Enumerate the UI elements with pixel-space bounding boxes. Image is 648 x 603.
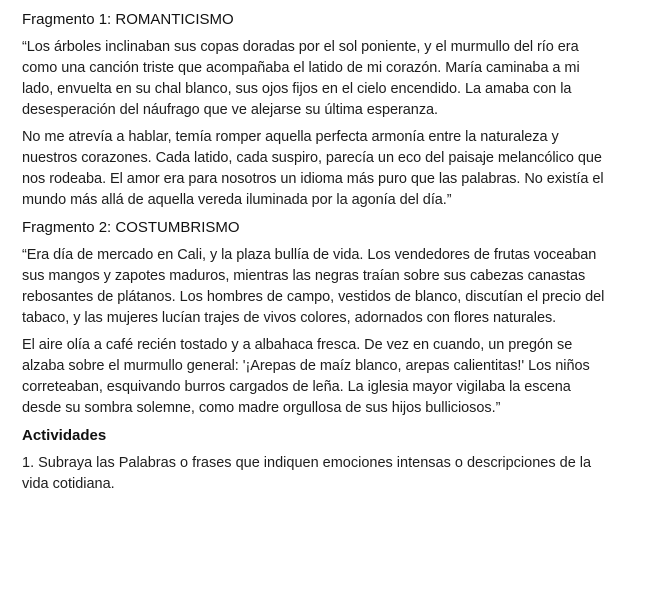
activity-item-1: 1. Subraya las Palabras o frases que indiquen emociones intensas o descripciones de la vida cotidiana.	[22, 455, 592, 492]
fragment-2-paragraph-2: El aire olía a café recién tostado y a albahaca fresca. De vez en cuando, un pregón se alzaba sobre el murmullo general: '¡Arepas de maíz blanco, arepas calientitas!' Los niños correteaban, esquivando burros cargados de leña. La iglesia mayor vigilaba la escena desde su sombra solemne, como madre orgullosa de sus hijos bulliciosos.”	[22, 337, 590, 416]
fragment-1-title: Fragmento 1: ROMANTICISMO	[22, 11, 234, 28]
document-page	[22, 9, 612, 495]
fragment-1-paragraph-1: “Los árboles inclinaban sus copas doradas por el sol poniente, y el murmullo del río era como una canción triste que acompañaba el latido de mi corazón. María caminaba a mi lado, envuelta en su chal blanco, sus ojos fijos en el cielo encendido. La amaba con la desesperación del náufrago que ve alejarse su última esperanza.	[22, 39, 580, 118]
fragment-2-section	[22, 217, 612, 419]
activities-list	[22, 453, 612, 495]
fragment-2-title: Fragmento 2: COSTUMBRISMO	[22, 219, 240, 236]
fragment-1-section	[22, 9, 612, 211]
activities-section	[22, 425, 612, 495]
activities-title: Actividades	[22, 427, 107, 444]
fragment-2-paragraph-1: “Era día de mercado en Cali, y la plaza bullía de vida. Los vendedores de frutas voceaban sus mangos y zapotes maduros, mientras las negras traían sobre sus cabezas canastas rebosantes de plátanos. Los hombres de campo, vestidos de blanco, discutían el precio del tabaco, y las mujeres lucían trajes de vivos colores, adornados con flores naturales.	[22, 247, 605, 326]
fragment-1-paragraph-2: No me atrevía a hablar, temía romper aquella perfecta armonía entre la naturaleza y nuestros corazones. Cada latido, cada suspiro, parecía un eco del paisaje melancólico que nos rodeaba. El amor era para nosotros un idioma más puro que las palabras. No existía el mundo más allá de aquella vereda iluminada por la agonía del día.”	[22, 129, 604, 208]
